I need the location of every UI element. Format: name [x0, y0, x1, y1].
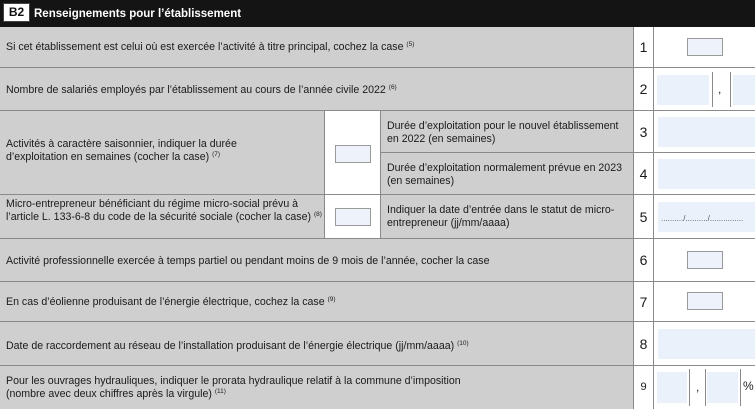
grid-connection-date-field[interactable] [658, 329, 755, 359]
answer-cell [654, 111, 755, 153]
answer-cell [654, 68, 755, 111]
footnote-ref: (10) [457, 340, 469, 347]
row-number: 8 [634, 322, 654, 366]
row-micro-entrepreneur [0, 195, 634, 239]
hydraulic-ratio-integer-field[interactable] [657, 372, 687, 403]
footnote-ref: (6) [388, 84, 397, 91]
row-number: 7 [634, 282, 654, 322]
section-header [0, 0, 755, 27]
footnote-ref: (9) [327, 296, 336, 303]
duration-2023-field[interactable] [658, 159, 755, 189]
percent-unit: % [743, 379, 754, 393]
row-number: 6 [634, 239, 654, 282]
row-grid-connection-date [0, 322, 634, 366]
part-time-checkbox[interactable] [687, 251, 723, 269]
row-label: Si cet établissement est celui où est exercée l’activité à titre principal, cochez la case [6, 41, 404, 53]
row-wind-turbine [0, 282, 634, 322]
row-label: Nombre de salariés employés par l’établissement au cours de l’année civile 2022 [6, 84, 386, 96]
principal-activity-checkbox[interactable] [687, 38, 723, 56]
section-title: Renseignements pour l’établissement [34, 8, 242, 20]
answer-cell [654, 282, 755, 322]
footnote-ref: (5) [406, 41, 415, 48]
decimal-separator: , [718, 82, 722, 96]
employee-count-decimal-field[interactable] [733, 75, 755, 105]
entry-date-field[interactable] [658, 202, 755, 232]
answer-cell [654, 322, 755, 366]
answer-cell [654, 195, 755, 239]
footnote-ref: (11) [214, 388, 226, 395]
row-number: 4 [634, 153, 654, 195]
answer-cell [654, 366, 755, 409]
hydraulic-ratio-decimal-field[interactable] [707, 372, 738, 403]
row-principal-activity [0, 27, 634, 68]
row-label: Date de raccordement au réseau de l’installation produisant de l’énergie électrique (jj/mm/aaaa) [6, 340, 455, 352]
row-hydraulic-ratio [0, 366, 634, 409]
row-label: Micro-entrepreneur bénéficiant du régime micro-social prévu à l’article L. 133-6-8 du code de la sécurité sociale (cocher la case) [6, 198, 312, 223]
answer-cell [654, 27, 755, 68]
row-number: 2 [634, 68, 654, 111]
row-number: 5 [634, 195, 654, 239]
row-label-line2: (nombre avec deux chiffres après la virgule) [6, 388, 212, 400]
footnote-ref: (7) [212, 151, 221, 158]
row-number: 3 [634, 111, 654, 153]
answer-cell [654, 153, 755, 195]
row-number: 9 [634, 366, 654, 409]
row-label: Activités à caractère saisonnier, indiquer la durée d’exploitation en semaines (cocher la case) [6, 138, 237, 163]
wind-turbine-checkbox[interactable] [687, 292, 723, 310]
row-label: Activité professionnelle exercée à temps partiel ou pendant moins de 9 mois de l’année, cocher la case [6, 255, 490, 267]
sub-label: Durée d’exploitation normalement prévue en 2023 (en semaines) [387, 162, 622, 187]
row-number: 1 [634, 27, 654, 68]
row-label-line1: Pour les ouvrages hydrauliques, indiquer le prorata hydraulique relatif à la commune d’imposition [6, 375, 461, 387]
sub-label: Indiquer la date d’entrée dans le statut de micro-entrepreneur (jj/mm/aaaa) [387, 204, 615, 229]
seasonal-activity-checkbox[interactable] [335, 145, 371, 163]
answer-cell [654, 239, 755, 282]
row-seasonal-activity [0, 111, 634, 195]
micro-entrepreneur-checkbox[interactable] [335, 208, 371, 226]
row-part-time [0, 239, 634, 282]
sub-label: Durée d’exploitation pour le nouvel établissement en 2022 (en semaines) [387, 120, 619, 145]
date-placeholder: ........../........../............... [661, 214, 744, 223]
row-label: En cas d’éolienne produisant de l’énergie électrique, cochez la case [6, 296, 325, 308]
footnote-ref: (8) [313, 210, 322, 218]
row-employee-count [0, 68, 634, 111]
duration-2022-field[interactable] [658, 117, 755, 147]
employee-count-integer-field[interactable] [657, 75, 709, 105]
decimal-separator: , [696, 380, 700, 394]
section-code: B2 [3, 3, 30, 22]
